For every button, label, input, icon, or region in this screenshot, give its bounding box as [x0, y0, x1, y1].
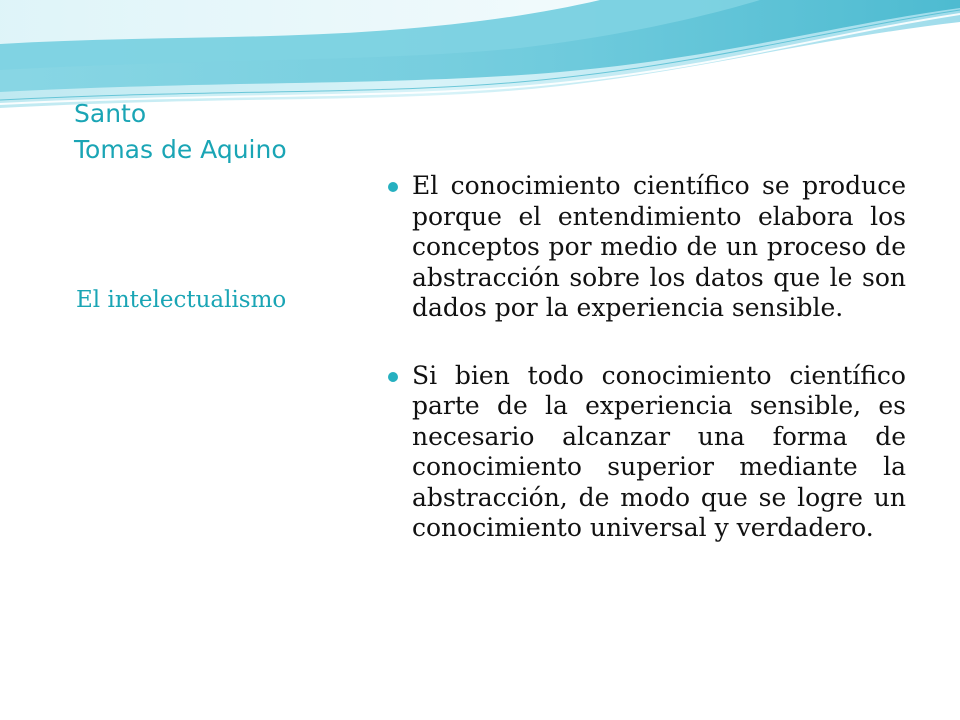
slide-title-line: Santo — [74, 99, 147, 128]
slide-title-line: Tomas de Aquino — [74, 135, 287, 164]
bullet-list — [384, 171, 906, 544]
bullet-dot-icon — [388, 372, 398, 382]
bullet-item — [384, 171, 906, 324]
bullet-item — [384, 361, 906, 544]
slide-title — [74, 96, 374, 168]
slide-subtitle: El intelectualismo — [76, 287, 287, 313]
bullet-text: El conocimiento científico se produce porque el entendimiento elabora los conceptos por medio de un proceso de abstracción sobre los datos que le son dados por la experiencia sensible. — [412, 171, 906, 322]
bullet-dot-icon — [388, 182, 398, 192]
bullet-text: Si bien todo conocimiento científico parte de la experiencia sensible, es necesario alcanzar una forma de conocimiento superior mediante la abstracción, de modo que se logre un conocimiento universal y verdadero. — [412, 360, 906, 542]
